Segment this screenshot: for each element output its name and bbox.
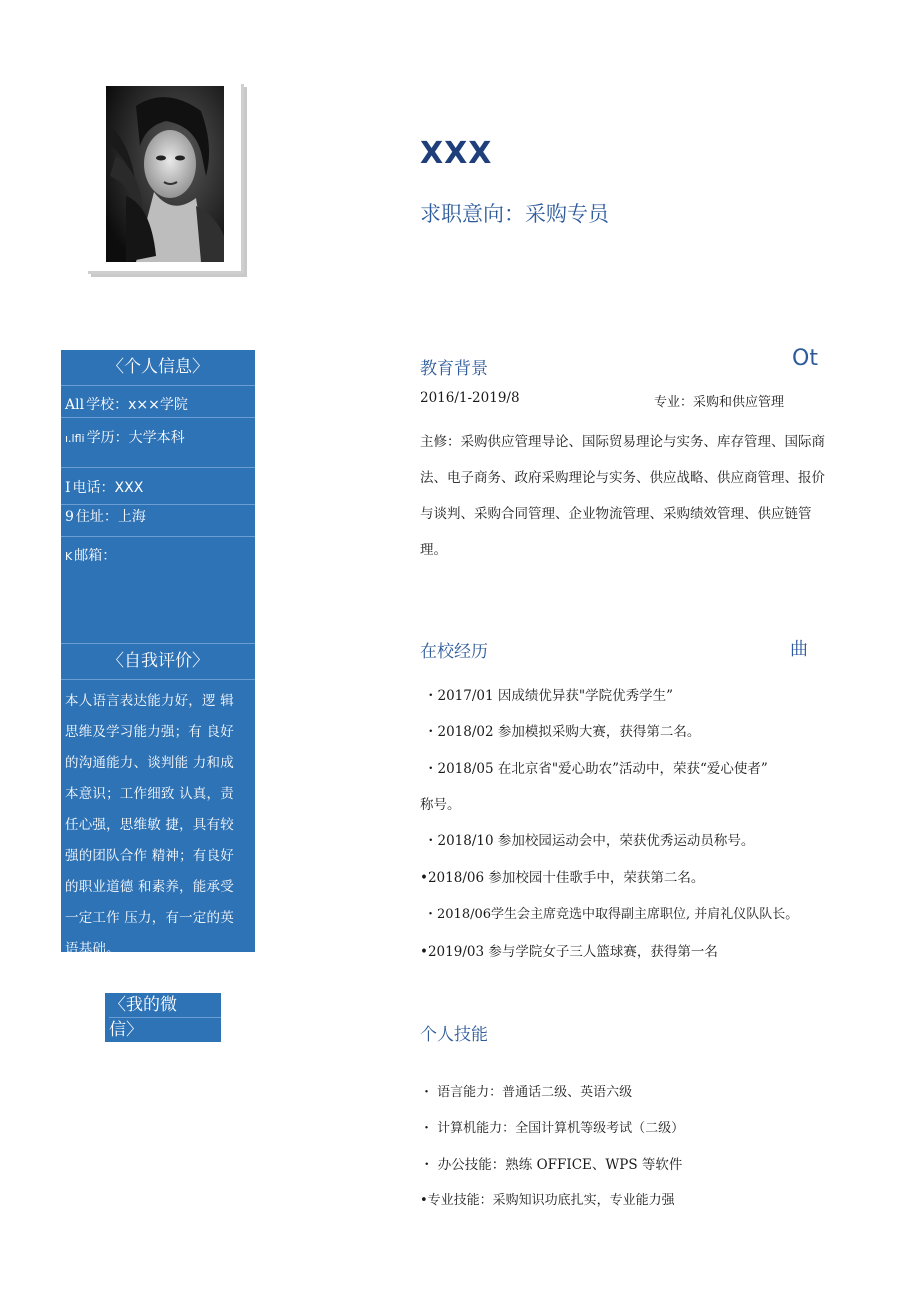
info-lead: K: [65, 550, 73, 563]
skill-item: ・ 计算机能力：全国计算机等级考试（二级）: [420, 1121, 685, 1136]
info-row-email: [61, 538, 255, 643]
campus-title: 在校经历: [420, 642, 488, 662]
info-row-degree: [61, 419, 255, 468]
education-title: 教育背景: [420, 359, 488, 379]
info-degree: 学历：大学本科: [86, 430, 185, 446]
info-row-address: [61, 506, 255, 537]
info-lead: I: [65, 480, 71, 496]
info-school: 学校：x××学院: [86, 397, 188, 413]
info-lead: 9: [65, 509, 74, 525]
skill-item: ・ 办公技能：熟练 OFFICE、WPS 等软件: [420, 1157, 683, 1173]
education-mark: Ot: [792, 346, 818, 371]
eval-line: 一定工作 压力，有一定的英: [65, 910, 234, 926]
candidate-name: XXX: [420, 136, 493, 171]
campus-item: ・2018/05 在北京省"爱心助农”活动中，荣获“爱心使者”: [424, 761, 768, 777]
campus-item: ・2018/06学生会主席竞选中取得副主席职位, 并肩礼仪队队长。: [424, 907, 799, 922]
personal-info-panel: [61, 350, 255, 643]
self-evaluation-title: 〈自我评价〉: [61, 643, 255, 680]
campus-mark: 曲: [790, 639, 808, 660]
eval-line: 语基础。: [65, 941, 120, 957]
campus-item: ・2018/02 参加模拟采购大赛，获得第二名。: [424, 724, 701, 740]
eval-line: 思维及学习能力强；有 良好: [65, 724, 234, 740]
campus-item: 称号。: [420, 797, 461, 813]
education-period: 2016/1-2019/8: [420, 390, 520, 406]
eval-line: 的沟通能力、谈判能 力和成: [65, 755, 234, 771]
job-objective: 求职意向：采购专员: [420, 202, 609, 226]
info-email: 邮箱：: [74, 548, 117, 564]
info-address: 住址：上海: [75, 509, 146, 525]
education-major: 专业：采购和供应管理: [654, 395, 785, 410]
wechat-panel: [105, 993, 221, 1042]
eval-line: 强的团队合作 精神；有良好: [65, 848, 234, 864]
campus-item: •2019/03 参与学院女子三人篮球赛，获得第一名: [420, 944, 718, 960]
campus-item: ・2018/10 参加校园运动会中，荣获优秀运动员称号。: [424, 833, 755, 849]
education-courses: 主修：采购供应管理导论、国际贸易理论与实务、库存管理、国际商法、电子商务、政府采购理论与实务、供应战略、供应商管理、报价与谈判、采购合同管理、企业物流管理、采购绩效管理、供应链管理。: [420, 434, 825, 558]
profile-photo: [106, 86, 224, 262]
wechat-title-line2: 信〉: [109, 1020, 143, 1040]
eval-line: 任心强，思维敏 捷，具有较: [65, 817, 234, 833]
eval-line: 本意识；工作细致 认真，责: [65, 786, 234, 802]
info-lead: All: [65, 397, 85, 413]
skill-item: ・ 语言能力：普通话二级、英语六级: [420, 1085, 633, 1100]
info-row-phone: [61, 469, 255, 505]
info-row-school: [61, 386, 255, 418]
wechat-title-line1: 〈我的微: [109, 993, 221, 1018]
eval-line: 的职业道德 和素养，能承受: [65, 879, 234, 895]
self-evaluation-panel: [61, 643, 255, 957]
eval-line: 本人语言表达能力好，逻 辑: [65, 693, 234, 709]
info-lead: ı.lfli: [65, 432, 85, 445]
personal-info-title: 〈个人信息〉: [61, 350, 255, 386]
self-evaluation-text: [61, 680, 255, 965]
info-phone: 电话：XXX: [72, 480, 144, 496]
campus-item: •2018/06 参加校园十佳歌手中，荣获第二名。: [420, 870, 705, 886]
campus-item: ・2017/01 因成绩优异获"学院优秀学生”: [424, 688, 673, 704]
skills-title: 个人技能: [420, 1025, 488, 1045]
skill-item: •专业技能：采购知识功底扎实，专业能力强: [420, 1193, 675, 1208]
